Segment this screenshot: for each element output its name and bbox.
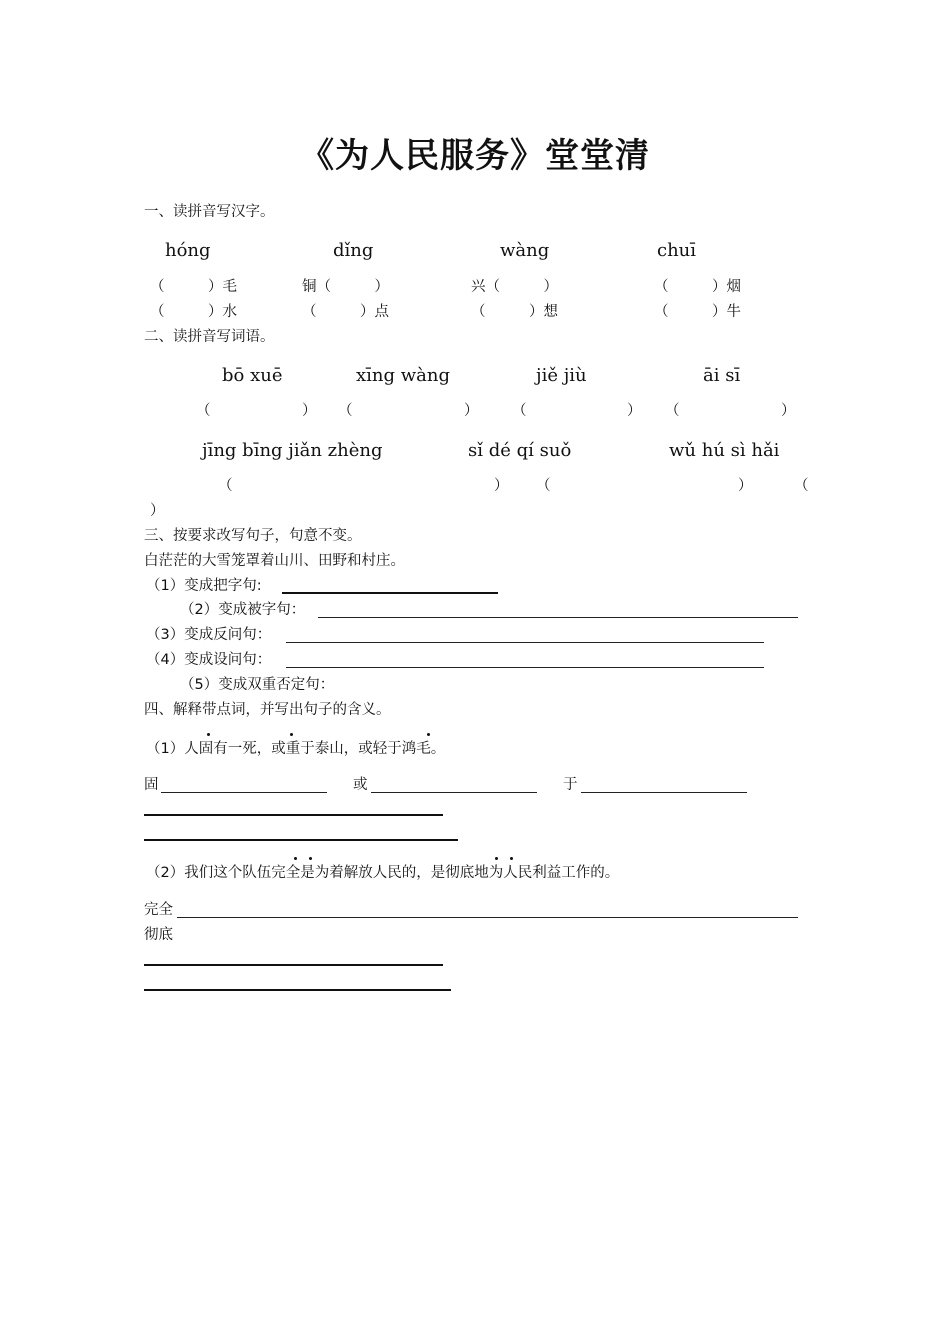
blank-1-2[interactable]: 铜（ ） (302, 279, 389, 295)
emphasis-dot (495, 857, 498, 860)
rewrite-item-5: （5）变成双重否定句： (180, 677, 335, 693)
blank-1-4[interactable]: （ ）烟 (654, 279, 741, 295)
pinyin-xingwang: xīng wàng (356, 365, 450, 386)
pinyin-wuhusihai: wǔ hú sì hǎi (669, 440, 780, 461)
blank-1-1[interactable]: （ ）毛 (150, 279, 237, 295)
blank-2-2[interactable]: （ ）点 (302, 304, 389, 320)
paren-close: ） (781, 403, 796, 419)
answer-line[interactable] (318, 617, 798, 618)
blank-2-1[interactable]: （ ）水 (150, 304, 237, 320)
word-wanquan: 完全 (144, 902, 173, 918)
rewrite-item-2: （2）变成被字句： (180, 602, 306, 618)
pinyin-jiejiu: jiě jiù (536, 365, 587, 386)
answer-line[interactable] (282, 592, 498, 594)
pinyin-sideqisuo: sǐ dé qí suǒ (468, 440, 572, 461)
paren-close: ） (150, 503, 165, 519)
blank-2-3[interactable]: （ ）想 (471, 304, 558, 320)
paren-close: ） (302, 403, 317, 419)
rewrite-item-3: （3）变成反问句： (146, 627, 272, 643)
pinyin-chui: chuī (657, 240, 697, 261)
answer-line[interactable] (581, 792, 747, 793)
paren-open[interactable]: （ (794, 478, 809, 494)
answer-line[interactable] (371, 792, 537, 793)
answer-line[interactable] (286, 642, 764, 643)
paren-open[interactable]: （ (218, 478, 233, 494)
rewrite-item-4: （4）变成设问句： (146, 652, 272, 668)
answer-line[interactable] (286, 667, 764, 668)
paren-open[interactable]: （ (536, 478, 551, 494)
answer-line[interactable] (144, 839, 458, 841)
answer-line[interactable] (177, 917, 798, 918)
word-huo: 或 (353, 777, 368, 793)
pinyin-hong: hóng (165, 240, 211, 261)
section1-heading: 一、读拼音写汉字。 (144, 204, 275, 220)
word-yu: 于 (563, 777, 578, 793)
sentence: 白茫茫的大雪笼罩着山川、田野和村庄。 (144, 553, 405, 569)
pinyin-jingbingjianzheng: jīng bīng jiǎn zhèng (202, 440, 383, 461)
answer-line[interactable] (144, 989, 451, 991)
paren-open[interactable]: （ (338, 403, 353, 419)
paren-open[interactable]: （ (512, 403, 527, 419)
answer-line[interactable] (144, 964, 443, 966)
pinyin-boxue: bō xuē (222, 365, 283, 386)
emphasis-dot (207, 733, 210, 736)
question-1: （1）人固有一死，或重于泰山，或轻于鸿毛。 (146, 741, 446, 757)
pinyin-aisi: āi sī (703, 365, 741, 386)
answer-line[interactable] (161, 792, 327, 793)
word-gu: 固 (144, 777, 159, 793)
section2-heading: 二、读拼音写词语。 (144, 329, 275, 345)
emphasis-dot (290, 733, 293, 736)
blank-1-3[interactable]: 兴（ ） (471, 279, 558, 295)
section4-heading: 四、解释带点词，并写出句子的含义。 (144, 702, 391, 718)
pinyin-ding: dǐng (333, 240, 374, 261)
paren-open[interactable]: （ (665, 403, 680, 419)
emphasis-dot (294, 857, 297, 860)
emphasis-dot (309, 857, 312, 860)
paren-open[interactable]: （ (196, 403, 211, 419)
paren-close: ） (494, 478, 509, 494)
emphasis-dot (427, 733, 430, 736)
word-chedi: 彻底 (144, 927, 173, 943)
blank-2-4[interactable]: （ ）牛 (654, 304, 741, 320)
paren-close: ） (627, 403, 642, 419)
page-title: 《为人民服务》堂堂清 (300, 136, 650, 176)
paren-close: ） (464, 403, 479, 419)
rewrite-item-1: （1）变成把字句: (146, 578, 262, 594)
paren-close: ） (738, 478, 753, 494)
emphasis-dot (510, 857, 513, 860)
pinyin-wang: wàng (500, 240, 550, 261)
section3-heading: 三、按要求改写句子，句意不变。 (144, 528, 362, 544)
answer-line[interactable] (144, 814, 443, 816)
question-2: （2）我们这个队伍完全是为着解放人民的，是彻底地为人民利益工作的。 (146, 865, 620, 881)
